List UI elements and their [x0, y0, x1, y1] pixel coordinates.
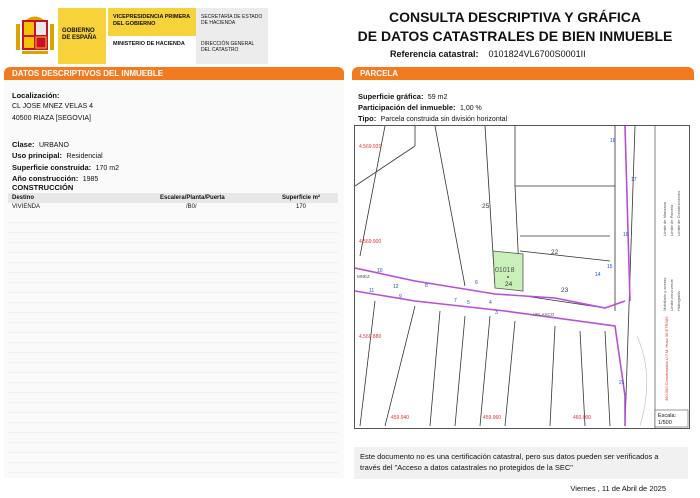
- parcela-section-title: PARCELA: [352, 67, 694, 80]
- clase-value: URBANO: [38, 142, 69, 149]
- note-line2: través del "Acceso a datos catastrales no protegidos de la SEC": [360, 463, 573, 472]
- coord-y1: 4.569.939: [359, 144, 382, 150]
- uso-label: Uso principal:: [12, 151, 63, 160]
- superficie-label: Superficie construida:: [12, 163, 92, 172]
- utm-note: 460.000 Coordenadas U.T.M. Huso 30 ETRS89: [664, 316, 669, 401]
- table-row: [8, 203, 338, 213]
- edge-6: 6: [475, 280, 478, 286]
- coord-x3: 460.000: [573, 415, 592, 421]
- street-left-label: MNEZ: [357, 274, 370, 279]
- legend-item-3: Límite de Construcciones: [676, 190, 681, 236]
- edge-3: 3: [495, 310, 498, 316]
- edge-16: 16: [623, 232, 629, 238]
- cadastral-map[interactable]: [354, 125, 690, 429]
- coord-y3: 4.569.880: [359, 334, 382, 340]
- coord-y2: 4.569.900: [359, 239, 382, 245]
- ref-value: 0101824VL6700S0001II: [488, 49, 586, 59]
- legend-item-5: Límite zona verde: [669, 279, 674, 311]
- parcel-ref-label: 01018: [495, 267, 515, 274]
- legend-item-6: Hidrografía: [676, 291, 681, 311]
- title-line2: DE DATOS CATASTRALES DE BIEN INMUEBLE: [357, 28, 673, 44]
- edge-12: 12: [393, 284, 399, 290]
- edge-9: 9: [399, 294, 402, 300]
- construccion-title: CONSTRUCCIÓN: [12, 183, 74, 192]
- gov-name: GOBIERNO DE ESPAÑA: [62, 28, 97, 41]
- dir-general: DIRECCIÓN GENERAL DEL CATASTRO: [201, 41, 255, 53]
- sec-state: SECRETARÍA DE ESTADO DE HACIENDA: [201, 14, 263, 26]
- col-destino: Destino: [12, 195, 35, 201]
- address-line2: 40500 RIAZA [SEGOVIA]: [12, 115, 91, 122]
- scale-label: Escala:: [658, 413, 677, 419]
- anio-label: Año construcción:: [12, 174, 79, 183]
- edge-8: 8: [425, 283, 428, 289]
- parcel-label-25: 25: [482, 203, 490, 210]
- row-destino: VIVIENDA: [12, 204, 41, 210]
- scale-value: 1/500: [658, 420, 672, 426]
- parcel-centroid-icon: [507, 276, 509, 278]
- edge-18: 18: [610, 138, 616, 144]
- title-line1: CONSULTA DESCRIPTIVA Y GRÁFICA: [388, 9, 641, 25]
- clase-label: Clase:: [12, 140, 35, 149]
- edge-17: 17: [631, 177, 637, 183]
- roundabout-arc: [637, 336, 647, 426]
- tipo-label: Tipo:: [358, 114, 377, 123]
- edge-7: 7: [454, 298, 457, 304]
- edge-10: 10: [377, 268, 383, 274]
- sup-grafica-value: 59 m2: [427, 94, 448, 101]
- construction-table-header: [8, 193, 338, 203]
- superficie-value: 170 m2: [95, 165, 119, 172]
- descriptive-section-title: DATOS DESCRIPTIVOS DEL INMUEBLE: [4, 67, 344, 80]
- edge-11: 11: [369, 288, 375, 294]
- participacion-value: 1,00 %: [459, 105, 482, 112]
- legend-item-1: Límite de Manzana: [662, 201, 667, 236]
- participacion-label: Participación del inmueble:: [358, 103, 456, 112]
- issue-date: Viernes , 11 de Abril de 2025: [570, 484, 666, 493]
- row-superficie: 170: [296, 204, 307, 210]
- document-title: [340, 8, 690, 46]
- ref-label: Referencia catastral:: [390, 49, 479, 59]
- address-line1: CL JOSE MNEZ VELAS 4: [12, 103, 94, 110]
- tipo-row: [358, 108, 507, 126]
- edge-21: 21: [619, 380, 625, 386]
- anio-value: 1985: [82, 176, 99, 183]
- empty-table-rows: [8, 213, 338, 478]
- col-escalera: Escalera/Planta/Puerta: [160, 195, 225, 201]
- coord-x2: 459.960: [483, 415, 502, 421]
- edge-15: 15: [607, 264, 613, 270]
- uso-value: Residencial: [66, 153, 103, 160]
- parcel-label-23: 23: [561, 287, 569, 294]
- legend-item-2: Límite de Parcela: [669, 204, 674, 236]
- coat-of-arms-icon: [14, 14, 56, 60]
- disclaimer-note: [354, 447, 688, 479]
- edge-5: 5: [467, 300, 470, 306]
- row-escalera: /B0/: [186, 204, 197, 210]
- tipo-value: Parcela construida sin división horizontal: [380, 116, 508, 123]
- street-name-label: VELASCO: [533, 312, 555, 317]
- ministry-name: MINISTERIO DE HACIENDA: [113, 41, 185, 47]
- sup-grafica-label: Superficie gráfica:: [358, 92, 424, 101]
- parcel-label-24: 24: [505, 281, 513, 288]
- note-line1: Este documento no es una certificación catastral, pero sus datos pueden ser verificados a: [360, 452, 659, 461]
- edge-14: 14: [595, 272, 601, 278]
- legend-item-4: Mobiliario y aceras: [662, 277, 667, 311]
- parcel-label-22: 22: [551, 249, 559, 256]
- cadastral-reference: [390, 49, 586, 59]
- localizacion-label: Localización:: [12, 91, 60, 100]
- col-superficie: Superficie m²: [282, 195, 321, 201]
- coord-x1: 459.940: [391, 415, 410, 421]
- vice-name: VICEPRESIDENCIA PRIMERA DEL GOBIERNO: [113, 14, 190, 27]
- edge-4: 4: [489, 300, 492, 306]
